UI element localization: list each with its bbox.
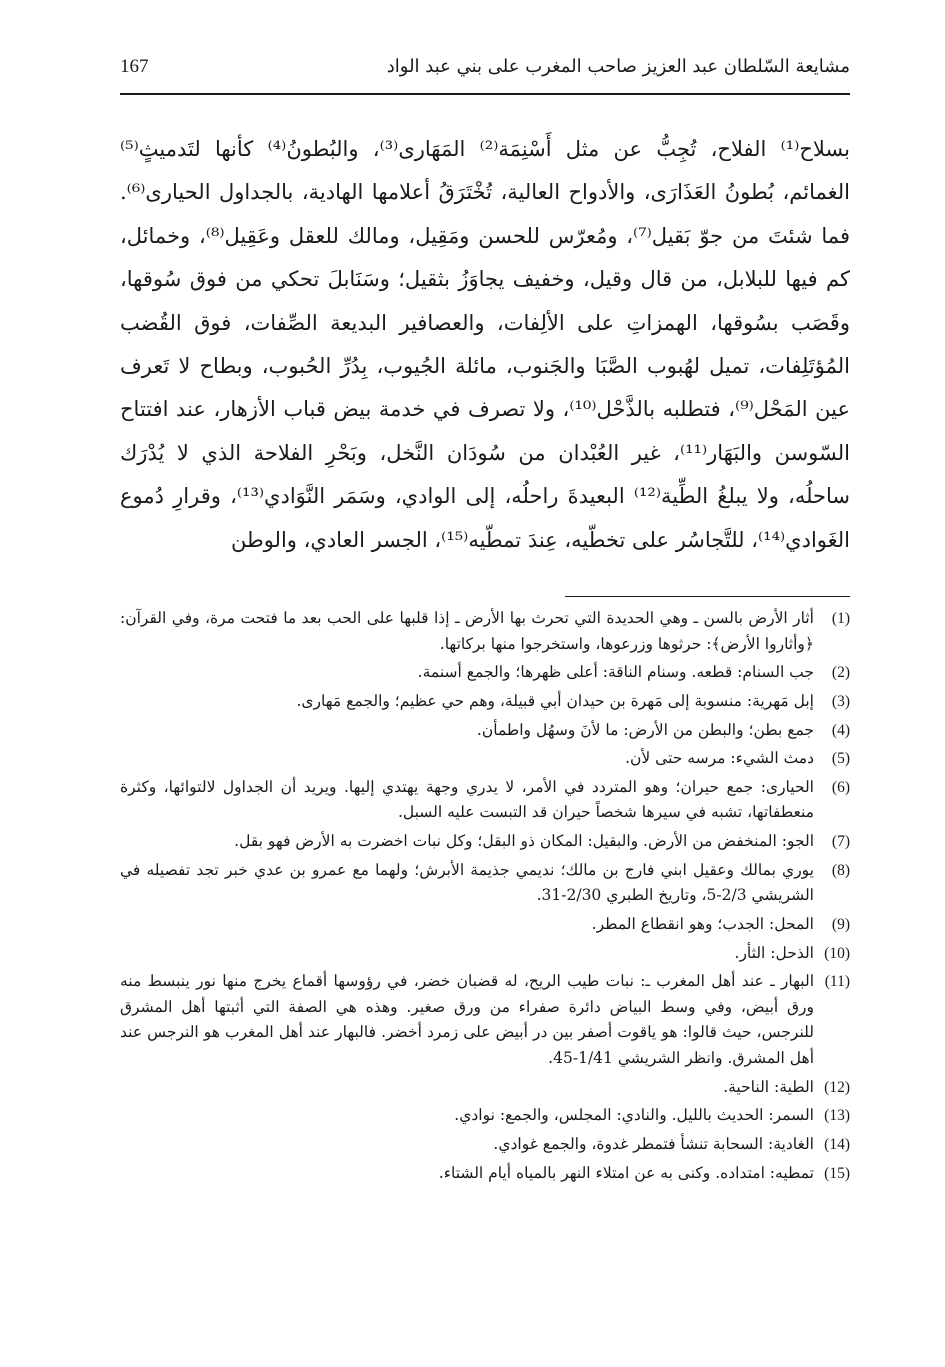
- footnote-number: (10): [824, 944, 850, 962]
- footnote-item: [120, 829, 850, 855]
- footnote-number: (5): [831, 750, 850, 768]
- footnote-number: (8): [831, 861, 850, 879]
- footnote-text: يوري بمالك وعقيل ابني فارج بن مالك؛ نديمي جذيمة الأبرش؛ ولهما مع عمرو بن عدي خبر تجد تفصيله في الشريشي 2/3-5، وتاريخ الطبري 2/30-31.: [120, 860, 814, 905]
- footnote-separator: [565, 596, 850, 597]
- footnote-item: [120, 689, 850, 715]
- footnote-number: (3): [831, 692, 850, 710]
- footnote-text: الجو: المنخفض من الأرض. والبقيل: المكان ذو البقل؛ وكل نبات اخضرت به الأرض فهو بقل.: [234, 832, 814, 851]
- footnote-text: المحل: الجدب؛ وهو انقطاع المطر.: [591, 915, 814, 933]
- footnote-text: الطية: الناحية.: [723, 1077, 814, 1096]
- running-title: مشايعة السّلطان عبد العزيز صاحب المغرب على بني عبد الواد: [386, 56, 850, 77]
- main-text-block: [120, 128, 850, 562]
- footnote-text: جب السنام: قطعه. وسنام الناقة: أعلى ظهرها؛ والجمع أسنمة.: [417, 663, 814, 682]
- footnote-item: [120, 718, 850, 744]
- footnote-text: السمر: الحديث بالليل. والنادي: المجلس، والجمع: نوادي.: [454, 1106, 814, 1125]
- footnote-item: [120, 1103, 850, 1129]
- footnote-item: [120, 775, 850, 826]
- footnote-number: (4): [831, 721, 850, 739]
- footnote-item: [120, 660, 850, 686]
- footnote-item: [120, 1132, 850, 1158]
- footnote-item: [120, 858, 850, 909]
- footnote-item: [120, 746, 850, 772]
- footnote-number: (12): [824, 1078, 850, 1096]
- footnote-number: (14): [824, 1135, 850, 1153]
- footnote-number: (6): [831, 778, 850, 796]
- footnote-item: [120, 941, 850, 967]
- footnote-number: (2): [831, 664, 850, 682]
- footnote-text: أثار الأرض بالسن ـ وهي الحديدة التي تحرث بها الأرض ـ إذا قلبها على الحب بعد ما فتحت مرة، وفي القرآن: ﴿وأثاروا الأرض﴾: حرثوها وزرعوها، واستخرجوا منها بركاتها.: [120, 609, 814, 653]
- footnote-number: (13): [824, 1107, 850, 1125]
- footnote-text: جمع بطن؛ والبطن من الأرض: ما لأنَ وسهُل واطمأن.: [476, 720, 814, 739]
- footnote-text: الغادية: السحابة تنشأ فتمطر غدوة، والجمع غوادي.: [493, 1134, 814, 1153]
- page-number: 167: [120, 56, 149, 77]
- footnote-number: (9): [831, 916, 850, 933]
- footnote-item: [120, 969, 850, 1071]
- footnote-number: (7): [831, 833, 850, 851]
- main-paragraph: بسلاح⁽¹⁾ الفلاح، تُجِبُّ عن مثل أَسْنِمَة⁽²⁾ المَهَارى⁽³⁾، والبُطونُ⁽⁴⁾ كأنها لتَدميثٍ⁽⁵⁾ الغمائم، بُطونُ العَذَارَى، والأدواح العالية، تُخْتَرَقُ أعلامها الهادية، بالجداول الحيارى⁽⁶⁾. فما شئتَ من جوّ بَقيل⁽⁷⁾، ومُعرّس للحسن ومَقِيل، ومالك للعقل وعَقِيل⁽⁸⁾، وخمائل، كم فيها للبلابل، من قال وقيل، وخفيف يجاوَزُ بثقيل؛ وسَنَابلَ تحكي من فوق سُوقها، وقَصَب بسُوقها، الهمزاتِ على الألِفات، والعصافير البديعة الصِّفات، فوق القُضب المُؤتَلِفات، تميل لهُبوب الصَّبَا والجَنوب، مائلة الجُيوب، بِدُرِّ الحُبوب، وبطاح لا تَعرف عين المَحْل⁽⁹⁾، فتطلبه بالذَّحْل⁽¹⁰⁾، ولا تصرف في خدمة بيض قباب الأزهار، عند افتتاح السّوسن والبَهَار⁽¹¹⁾، غير العُبْدان من سُودَان النَّخل، وبَحْرِ الفلاحة الذي لا يُدْرَك ساحلُه، ولا يبلغُ الطِّية⁽¹²⁾ البعيدةَ راحلُه، إلى الوادي، وسَمَر النَّوَادي⁽¹³⁾، وقرارِ دُموع الغَوادي⁽¹⁴⁾، للتَّجاسُر على تخطّيه، عِندَ تمطّيه⁽¹⁵⁾، الجسر العادي، والوطن: [120, 137, 851, 552]
- footnote-number: (1): [831, 610, 850, 627]
- footnotes-list: [120, 606, 850, 1189]
- footnote-number: (11): [824, 973, 850, 991]
- header-rule: [120, 93, 850, 95]
- footnote-item: [120, 1075, 850, 1101]
- footnote-item: [120, 606, 850, 657]
- footnote-text: تمطيه: امتداده. وكنى به عن امتلاء النهر بالمياه أيام الشتاء.: [438, 1163, 814, 1182]
- footnote-text: إبل مَهرية: منسوبة إلى مَهرة بن حيدان أبي قبيلة، وهم حي عظيم؛ والجمع مَهارى.: [296, 691, 814, 710]
- footnote-text: البهار ـ عند أهل المغرب ـ: نبات طيب الريح، له قضبان خضر، في رؤوسها أقماع يخرج منها نور ينبسط منه ورق أبيض، وفي وسط البياض دائرة صفراء من ورق صغير. وهذه هي الصفة التي أثبتها أهل المشرق للنرجس، حيث قالوا: هو ياقوت أصفر بين در أبيض على زمرد أخضر. فالبهار عند أهل المغرب هو النرجس عند أهل المشرق. وانظر الشريشي 1/41-45.: [120, 972, 814, 1067]
- footnote-text: الذحل: الثأر.: [734, 943, 814, 962]
- page-header: [120, 56, 850, 86]
- footnote-text: الحيارى: جمع حيران؛ وهو المتردد في الأمر، لا يدري وجهة يهتدي إليها. ويريد أن الجداول لالتوائها، وكثرة منعطفاتها، تشبه في سيرها شخصاً حيران قد التبست عليه السبل.: [120, 777, 814, 822]
- footnote-item: [120, 1161, 850, 1187]
- footnote-text: دمث الشيء: مرسه حتى لأن.: [625, 749, 814, 768]
- footnote-number: (15): [824, 1164, 850, 1182]
- footnote-item: [120, 912, 850, 938]
